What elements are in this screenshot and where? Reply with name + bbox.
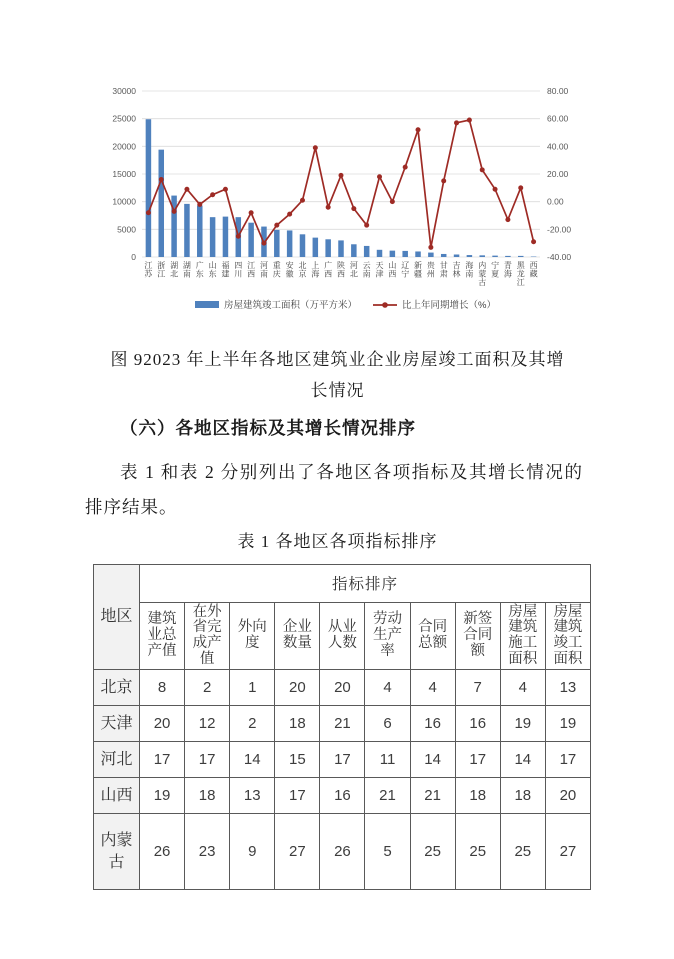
rank-cell: 26 xyxy=(320,814,365,890)
line-marker xyxy=(390,199,395,204)
bar xyxy=(159,150,165,257)
line-marker xyxy=(274,223,279,228)
right-axis-tick: 60.00 xyxy=(547,113,569,124)
rank-cell: 5 xyxy=(365,814,410,890)
bar xyxy=(300,234,306,257)
rank-cell: 11 xyxy=(365,742,410,778)
table-group-header: 指标排序 xyxy=(140,564,591,602)
line-marker xyxy=(467,118,472,123)
x-axis-label: 陕西 xyxy=(337,261,345,279)
line-marker xyxy=(493,187,498,192)
line-marker xyxy=(364,223,369,228)
rank-cell: 25 xyxy=(455,814,500,890)
x-axis-label: 甘肃 xyxy=(439,261,448,279)
x-axis-label: 福建 xyxy=(221,261,230,279)
rank-cell: 14 xyxy=(230,742,275,778)
rank-cell: 7 xyxy=(455,670,500,706)
figure-caption-line1: 图 92023 年上半年各地区建筑业企业房屋竣工面积及其增 xyxy=(110,350,565,369)
region-cell: 北京 xyxy=(94,670,140,706)
table-row xyxy=(94,778,591,814)
region-cell: 内蒙古 xyxy=(94,814,140,890)
column-header: 企业数量 xyxy=(275,602,320,670)
column-header: 新签合同额 xyxy=(455,602,500,670)
column-header: 房屋建筑竣工面积 xyxy=(545,602,590,670)
table-title: 表 1 各地区各项指标排序 xyxy=(237,531,438,551)
line-marker xyxy=(223,187,228,192)
line-marker xyxy=(326,205,331,210)
left-axis-tick: 30000 xyxy=(112,86,136,96)
rank-cell: 4 xyxy=(500,670,545,706)
bar xyxy=(146,119,152,257)
rank-cell: 16 xyxy=(410,706,455,742)
rank-cell: 17 xyxy=(455,742,500,778)
rank-cell: 4 xyxy=(365,670,410,706)
x-axis-label: 吉林 xyxy=(452,261,461,279)
bar xyxy=(184,204,190,257)
rank-cell: 13 xyxy=(545,670,590,706)
table-row xyxy=(94,814,591,890)
line-marker xyxy=(480,167,485,172)
indicator-rank-table xyxy=(93,564,591,891)
bar xyxy=(364,246,370,257)
column-header: 房屋建筑施工面积 xyxy=(500,602,545,670)
table-row xyxy=(94,706,591,742)
rank-cell: 16 xyxy=(320,778,365,814)
rank-cell: 18 xyxy=(500,778,545,814)
rank-cell: 4 xyxy=(410,670,455,706)
legend-bar-swatch xyxy=(195,301,219,308)
line-marker xyxy=(505,217,510,222)
bar xyxy=(441,254,447,257)
rank-cell: 25 xyxy=(500,814,545,890)
left-axis-tick: 15000 xyxy=(112,169,136,179)
left-axis-tick: 25000 xyxy=(112,113,136,124)
bar xyxy=(248,223,254,257)
rank-cell: 19 xyxy=(545,706,590,742)
growth-line xyxy=(148,120,533,247)
bar xyxy=(197,206,203,257)
line-marker xyxy=(172,209,177,214)
rank-cell: 14 xyxy=(410,742,455,778)
rank-cell: 17 xyxy=(320,742,365,778)
rank-cell: 17 xyxy=(185,742,230,778)
bar xyxy=(287,230,293,257)
figure-caption xyxy=(85,345,590,406)
rank-cell: 18 xyxy=(275,706,320,742)
table-header xyxy=(94,564,591,670)
x-axis-label: 云南 xyxy=(362,261,371,279)
figure-chart-block xyxy=(85,85,590,321)
bar xyxy=(492,256,498,257)
rank-cell: 1 xyxy=(230,670,275,706)
table-corner-header: 地区 xyxy=(94,564,140,670)
line-marker xyxy=(300,198,305,203)
rank-cell: 19 xyxy=(500,706,545,742)
x-axis-label: 贵州 xyxy=(426,261,435,279)
bar xyxy=(223,217,229,257)
line-marker xyxy=(236,234,241,239)
line-marker xyxy=(159,177,164,182)
right-axis-tick: 80.00 xyxy=(547,86,569,96)
table-row xyxy=(94,742,591,778)
bar xyxy=(454,255,460,257)
bar xyxy=(415,251,421,257)
rank-cell: 21 xyxy=(365,778,410,814)
figure-caption-line2: 长情况 xyxy=(310,380,365,400)
rank-cell: 2 xyxy=(185,670,230,706)
line-marker xyxy=(441,178,446,183)
legend-line-marker xyxy=(382,302,388,308)
x-axis-label: 湖南 xyxy=(182,261,191,279)
line-marker xyxy=(313,145,318,150)
line-marker xyxy=(377,174,382,179)
body-paragraph: 表 1 和表 2 分别列出了各地区各项指标及其增长情况的排序结果。 xyxy=(85,462,583,517)
table-row xyxy=(94,670,591,706)
rank-cell: 18 xyxy=(455,778,500,814)
right-axis-tick: -40.00 xyxy=(547,252,572,262)
bar xyxy=(210,217,216,257)
rank-cell: 17 xyxy=(140,742,185,778)
bar xyxy=(467,255,473,257)
column-header: 外向度 xyxy=(230,602,275,670)
bar xyxy=(518,256,524,257)
rank-cell: 27 xyxy=(545,814,590,890)
x-axis-label: 安徽 xyxy=(285,261,294,279)
rank-cell: 21 xyxy=(320,706,365,742)
rank-cell: 12 xyxy=(185,706,230,742)
rank-cell: 2 xyxy=(230,706,275,742)
bar xyxy=(325,239,331,257)
legend-line-label: 比上年同期增长（%） xyxy=(402,300,496,311)
table-body xyxy=(94,670,591,890)
bar xyxy=(313,238,319,257)
x-axis-label: 河北 xyxy=(349,261,358,279)
line-marker xyxy=(454,120,459,125)
x-axis-label: 黑龙江 xyxy=(516,261,525,288)
line-marker xyxy=(518,185,523,190)
region-cell: 河北 xyxy=(94,742,140,778)
left-axis-tick: 5000 xyxy=(117,224,136,235)
rank-cell: 13 xyxy=(230,778,275,814)
x-axis-label: 山西 xyxy=(388,261,397,279)
x-axis-label: 山东 xyxy=(208,261,217,279)
column-header: 在外省完成产值 xyxy=(185,602,230,670)
line-marker xyxy=(184,187,189,192)
x-axis-label: 海南 xyxy=(465,261,474,279)
region-cell: 山西 xyxy=(94,778,140,814)
line-marker xyxy=(210,192,215,197)
bar xyxy=(479,255,485,257)
bar xyxy=(338,240,344,257)
x-axis-label: 辽宁 xyxy=(401,261,410,279)
line-marker xyxy=(287,212,292,217)
rank-cell: 21 xyxy=(410,778,455,814)
rank-cell: 20 xyxy=(275,670,320,706)
rank-cell: 17 xyxy=(545,742,590,778)
x-axis-label: 宁夏 xyxy=(491,261,500,279)
rank-cell: 16 xyxy=(455,706,500,742)
left-axis-tick: 0 xyxy=(131,252,136,262)
bar-line-chart xyxy=(85,85,590,321)
x-axis-label: 重庆 xyxy=(272,261,281,279)
column-header: 建筑业总产值 xyxy=(140,602,185,670)
bar xyxy=(390,251,396,257)
x-axis-label: 河南 xyxy=(259,261,268,279)
section-heading: （六）各地区指标及其增长情况排序 xyxy=(120,418,416,439)
x-axis-label: 北京 xyxy=(298,261,307,279)
right-axis-tick: -20.00 xyxy=(547,224,572,235)
rank-cell: 20 xyxy=(320,670,365,706)
left-axis-tick: 20000 xyxy=(112,141,136,152)
x-axis-label: 青海 xyxy=(503,261,512,279)
rank-cell: 8 xyxy=(140,670,185,706)
x-axis-label: 天津 xyxy=(375,261,384,279)
rank-cell: 27 xyxy=(275,814,320,890)
rank-cell: 9 xyxy=(230,814,275,890)
column-header: 劳动生产率 xyxy=(365,602,410,670)
right-axis-tick: 40.00 xyxy=(547,141,569,152)
rank-cell: 23 xyxy=(185,814,230,890)
line-marker xyxy=(351,206,356,211)
rank-cell: 20 xyxy=(140,706,185,742)
rank-cell: 19 xyxy=(140,778,185,814)
x-axis-label: 上海 xyxy=(311,261,320,279)
rank-cell: 14 xyxy=(500,742,545,778)
column-header: 从业人数 xyxy=(320,602,365,670)
rank-cell: 25 xyxy=(410,814,455,890)
right-axis-tick: 20.00 xyxy=(547,169,569,179)
bar xyxy=(505,256,511,257)
rank-cell: 15 xyxy=(275,742,320,778)
x-axis-label: 浙江 xyxy=(157,261,166,279)
line-marker xyxy=(416,127,421,132)
x-axis-label: 江西 xyxy=(247,261,256,279)
bar xyxy=(274,230,280,257)
x-axis-label: 新疆 xyxy=(414,261,423,279)
x-axis-label: 四川 xyxy=(234,261,243,279)
right-axis-tick: 0.00 xyxy=(547,196,564,207)
rank-cell: 18 xyxy=(185,778,230,814)
bar xyxy=(377,250,383,257)
x-axis-label: 内蒙古 xyxy=(478,261,487,288)
rank-cell: 20 xyxy=(545,778,590,814)
bar xyxy=(428,253,434,257)
line-marker xyxy=(531,239,536,244)
bar xyxy=(402,251,408,257)
rank-cell: 26 xyxy=(140,814,185,890)
column-header: 合同总额 xyxy=(410,602,455,670)
line-marker xyxy=(197,202,202,207)
rank-cell: 6 xyxy=(365,706,410,742)
line-marker xyxy=(249,210,254,215)
x-axis-label: 广西 xyxy=(324,261,333,279)
region-cell: 天津 xyxy=(94,706,140,742)
line-marker xyxy=(428,245,433,250)
left-axis-tick: 10000 xyxy=(112,196,136,207)
line-marker xyxy=(403,165,408,170)
line-marker xyxy=(146,210,151,215)
x-axis-label: 广东 xyxy=(195,261,204,279)
x-axis-label: 西藏 xyxy=(529,261,538,279)
x-axis-label: 湖北 xyxy=(170,261,179,279)
rank-cell: 17 xyxy=(275,778,320,814)
line-marker xyxy=(261,241,266,246)
x-axis-label: 江苏 xyxy=(144,261,153,279)
bar xyxy=(351,244,357,257)
legend-bar-label: 房屋建筑竣工面积（万平方米） xyxy=(224,300,358,311)
line-marker xyxy=(339,173,344,178)
